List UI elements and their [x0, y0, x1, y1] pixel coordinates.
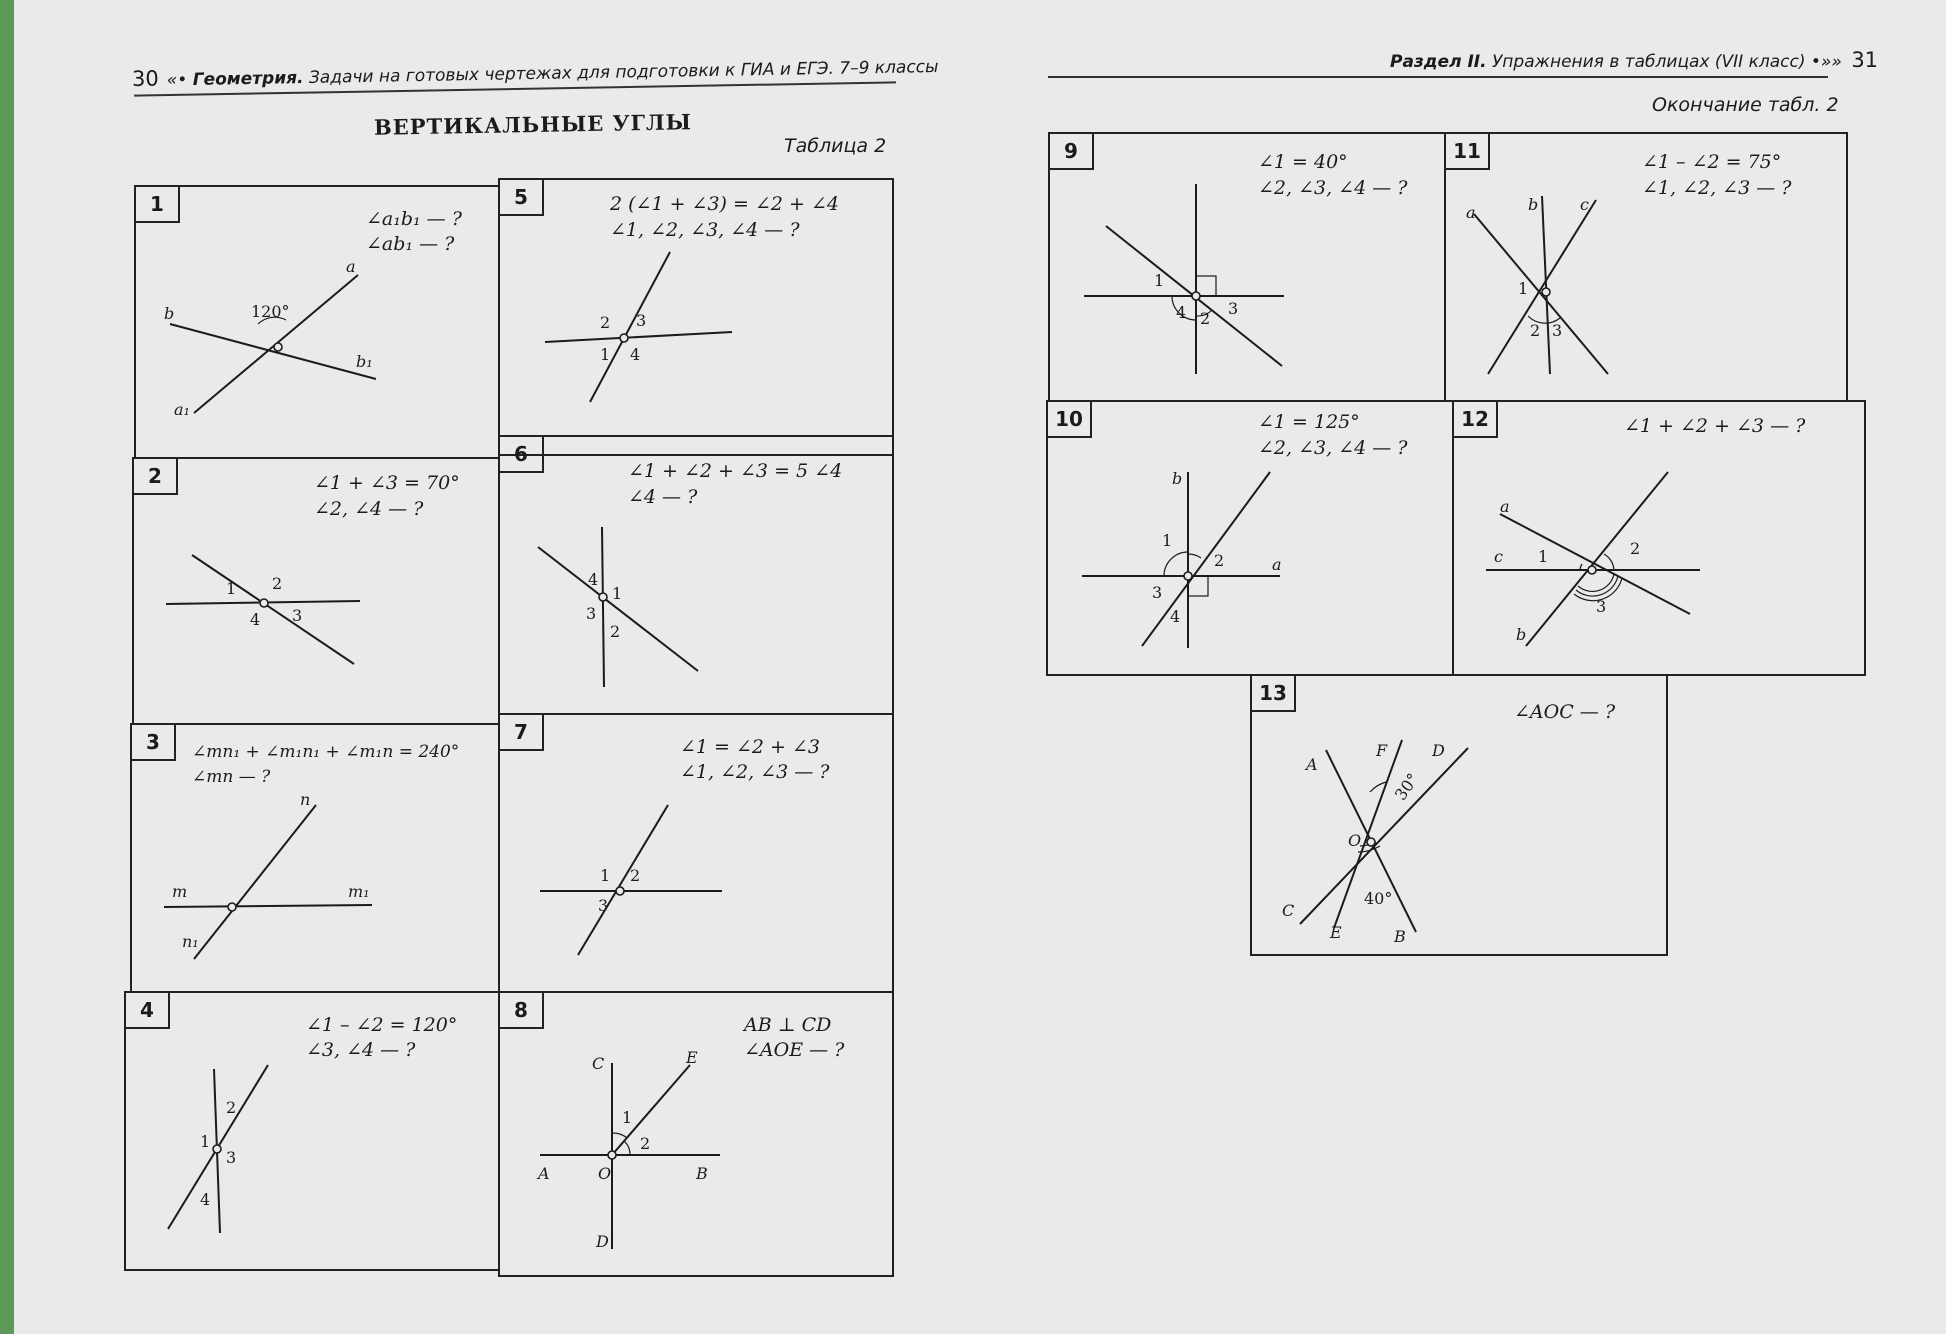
label-b: b [164, 304, 175, 323]
problem-number: 11 [1446, 134, 1490, 170]
angle-arc-2 [624, 1141, 630, 1155]
problem-task-line-1: 2 (∠1 + ∠3) = ∠2 + ∠4 [610, 193, 839, 215]
figure-9 [1050, 134, 1448, 404]
label-1: 1 [1518, 279, 1529, 298]
problem-cell-5 [498, 178, 894, 456]
problem-number: 1 [136, 187, 180, 223]
intersection-point [599, 593, 607, 601]
figure-11 [1446, 134, 1850, 404]
label-a1: a₁ [174, 400, 190, 419]
right-page [1000, 0, 1880, 1334]
label-m: m [172, 882, 188, 901]
continuation-label: Окончание табл. 2 [1652, 94, 1839, 116]
angle-arc-2 [1188, 554, 1201, 558]
problem-task-line-1: ∠AOC — ? [1514, 701, 1616, 723]
label-F: F [1376, 741, 1388, 760]
label-c: c [1494, 547, 1503, 566]
problem-task-line-2: ∠mn — ? [192, 767, 271, 787]
figure-10 [1048, 402, 1456, 678]
label-angle-120: 120° [251, 302, 290, 321]
problem-cell-3 [130, 723, 500, 993]
vertical-line [602, 527, 604, 687]
label-1: 1 [612, 584, 623, 603]
running-head-mark: •»» [1805, 52, 1848, 72]
problem-task-line-2: ∠4 — ? [628, 486, 698, 508]
problem-number: 7 [500, 715, 544, 751]
label-3: 3 [1596, 597, 1607, 616]
label-3: 3 [226, 1148, 237, 1167]
label-2: 2 [600, 313, 611, 332]
line-b [170, 324, 376, 379]
label-1: 1 [622, 1108, 633, 1127]
label-2: 2 [1200, 309, 1211, 328]
label-n: n [300, 790, 311, 809]
problem-task-line-1: ∠mn₁ + ∠m₁n₁ + ∠m₁n = 240° [192, 742, 460, 762]
label-c: c [1580, 195, 1589, 214]
label-4: 4 [250, 610, 261, 629]
line-n [194, 805, 316, 959]
problem-cell-10 [1046, 400, 1454, 676]
problem-task-line-1: ∠1 + ∠2 + ∠3 = 5 ∠4 [628, 460, 843, 482]
left-page-number: 30 [131, 66, 160, 92]
label-2: 2 [272, 574, 283, 593]
angle-arc-1 [1164, 552, 1188, 576]
label-4: 4 [588, 570, 599, 589]
intersection-point [274, 343, 282, 351]
label-B: B [696, 1164, 708, 1183]
figure-4 [126, 993, 502, 1273]
problem-number: 2 [134, 459, 178, 495]
problem-cell-6 [498, 435, 894, 715]
label-3: 3 [292, 606, 303, 625]
angle-arc-1 [612, 1133, 627, 1138]
problem-cell-13 [1250, 674, 1668, 956]
problem-number: 12 [1454, 402, 1498, 438]
label-a: a [1500, 497, 1510, 516]
oblique-line [192, 555, 354, 664]
label-O: O [1348, 831, 1362, 850]
problem-task-line-1: ∠1 = 40° [1258, 151, 1348, 173]
label-3: 3 [636, 311, 647, 330]
problem-cell-4 [124, 991, 500, 1271]
problem-task-line-1: ∠1 – ∠2 = 120° [306, 1014, 458, 1036]
problem-number: 5 [500, 180, 544, 216]
problem-task-line-1: ∠1 = 125° [1258, 411, 1360, 433]
problem-task-line-2: ∠2, ∠3, ∠4 — ? [1258, 437, 1408, 459]
figure-1 [136, 187, 502, 461]
problem-task-line-1: ∠1 + ∠3 = 70° [314, 472, 460, 494]
running-head-rest: Задачи на готовых чертежах для подготовки к ГИА и ЕГЭ. 7–9 классы [303, 56, 939, 89]
label-D: D [1432, 741, 1445, 760]
problem-cell-1 [134, 185, 500, 459]
label-3: 3 [1228, 299, 1239, 318]
label-1: 1 [1162, 531, 1173, 550]
label-a: a [1272, 555, 1282, 574]
label-C: C [592, 1054, 605, 1073]
table-label: Таблица 2 [784, 135, 887, 157]
label-2: 2 [1214, 551, 1225, 570]
label-1: 1 [226, 579, 237, 598]
label-n1: n₁ [182, 932, 199, 951]
figure-2 [134, 459, 502, 727]
running-head-rest: Упражнения в таблицах (VII класс) [1486, 52, 1806, 72]
intersection-point [1588, 566, 1596, 574]
figure-3 [132, 725, 502, 995]
problem-cell-2 [132, 457, 500, 725]
label-1: 1 [200, 1132, 211, 1151]
figure-7 [500, 715, 896, 995]
oblique-line [578, 805, 668, 955]
label-2: 2 [610, 622, 621, 641]
problem-task-line-2: ∠2, ∠4 — ? [314, 498, 424, 520]
label-a: a [1466, 203, 1476, 222]
intersection-point [1192, 292, 1200, 300]
label-3: 3 [1552, 321, 1563, 340]
label-a: a [346, 257, 356, 276]
line-a [1474, 214, 1608, 374]
label-3: 3 [586, 604, 597, 623]
running-head-section: Раздел II. [1390, 52, 1487, 72]
problem-task-line-2: ∠AOE — ? [744, 1039, 845, 1061]
label-1: 1 [600, 866, 611, 885]
right-running-head [1390, 48, 1886, 72]
problem-number: 4 [126, 993, 170, 1029]
label-1: 1 [1538, 547, 1549, 566]
problem-task-line-2: ∠ab₁ — ? [366, 233, 455, 255]
label-A: A [538, 1164, 550, 1183]
figure-5 [500, 180, 896, 458]
oblique-line [1142, 472, 1270, 646]
figure-12 [1454, 402, 1868, 678]
left-running-head [132, 53, 939, 91]
label-4: 4 [1176, 303, 1187, 322]
label-4: 4 [1170, 607, 1181, 626]
problem-task-line-2: ∠3, ∠4 — ? [306, 1039, 416, 1061]
right-header-rule [1048, 76, 1828, 78]
label-3: 3 [1152, 583, 1163, 602]
problem-task-line-1: ∠1 – ∠2 = 75° [1642, 151, 1782, 173]
problem-task-line-2: ∠2, ∠3, ∠4 — ? [1258, 177, 1408, 199]
label-2: 2 [630, 866, 641, 885]
figure-6 [500, 437, 896, 717]
line-a [1500, 514, 1690, 614]
horizontal-line [545, 332, 732, 342]
label-m1: m₁ [348, 882, 370, 901]
problem-number: 10 [1048, 402, 1092, 438]
label-3: 3 [598, 896, 609, 915]
left-page [14, 0, 939, 1334]
problem-task-line-2: ∠1, ∠2, ∠3 — ? [680, 761, 830, 783]
problem-task-line-2: ∠1, ∠2, ∠3, ∠4 — ? [610, 219, 800, 241]
problem-task-line-1: ∠1 = ∠2 + ∠3 [680, 736, 821, 758]
intersection-point [213, 1145, 221, 1153]
angle-arc-3b [1576, 576, 1618, 596]
problem-task-line-2: ∠1, ∠2, ∠3 — ? [1642, 177, 1792, 199]
label-40: 40° [1364, 889, 1393, 908]
figure-13 [1252, 676, 1670, 958]
label-2: 2 [640, 1134, 651, 1153]
label-E: E [686, 1048, 698, 1067]
problem-cell-9 [1048, 132, 1446, 402]
problem-number: 13 [1252, 676, 1296, 712]
intersection-point [260, 599, 268, 607]
line-c [1488, 200, 1596, 374]
label-D: D [596, 1232, 609, 1251]
problem-number: 6 [500, 437, 544, 473]
problem-task-line-1: ∠1 + ∠2 + ∠3 — ? [1624, 415, 1806, 437]
label-1: 1 [1154, 271, 1165, 290]
problem-number: 9 [1050, 134, 1094, 170]
label-2: 2 [1530, 321, 1541, 340]
label-b: b [1528, 195, 1539, 214]
section-title: ВЕРТИКАЛЬНЫЕ УГЛЫ [373, 109, 693, 140]
right-page-number: 31 [1851, 48, 1879, 72]
label-2: 2 [1630, 539, 1641, 558]
label-b: b [1172, 469, 1183, 488]
point-o [608, 1151, 616, 1159]
angle-arc-2 [1604, 554, 1614, 570]
point-o [1367, 838, 1375, 846]
problem-number: 8 [500, 993, 544, 1029]
problem-cell-7 [498, 713, 894, 993]
intersection-point [1184, 572, 1192, 580]
intersection-point [228, 903, 236, 911]
label-b: b [1516, 625, 1527, 644]
running-head-book: Геометрия. [192, 68, 304, 90]
problem-cell-12 [1452, 400, 1866, 676]
problem-task-line-1: AB ⊥ CD [744, 1014, 832, 1036]
running-head-mark: «• [166, 69, 193, 91]
intersection-point [1542, 288, 1550, 296]
oblique-line [538, 547, 698, 671]
label-1: 1 [600, 345, 611, 364]
line-m [164, 905, 372, 907]
label-O: O [598, 1164, 612, 1183]
problem-task-line-1: ∠a₁b₁ — ? [366, 208, 462, 230]
intersection-point [616, 887, 624, 895]
label-A: A [1306, 755, 1318, 774]
label-b1: b₁ [356, 352, 373, 371]
label-30: 30° [1390, 769, 1423, 804]
problem-cell-8 [498, 991, 894, 1277]
label-4: 4 [200, 1190, 211, 1209]
label-4: 4 [630, 345, 641, 364]
intersection-point [620, 334, 628, 342]
problem-cell-11 [1444, 132, 1848, 402]
figure-8 [500, 993, 896, 1279]
label-2: 2 [226, 1098, 237, 1117]
problem-number: 3 [132, 725, 176, 761]
label-C: C [1282, 901, 1295, 920]
label-B: B [1394, 927, 1406, 946]
label-E: E [1330, 923, 1342, 942]
